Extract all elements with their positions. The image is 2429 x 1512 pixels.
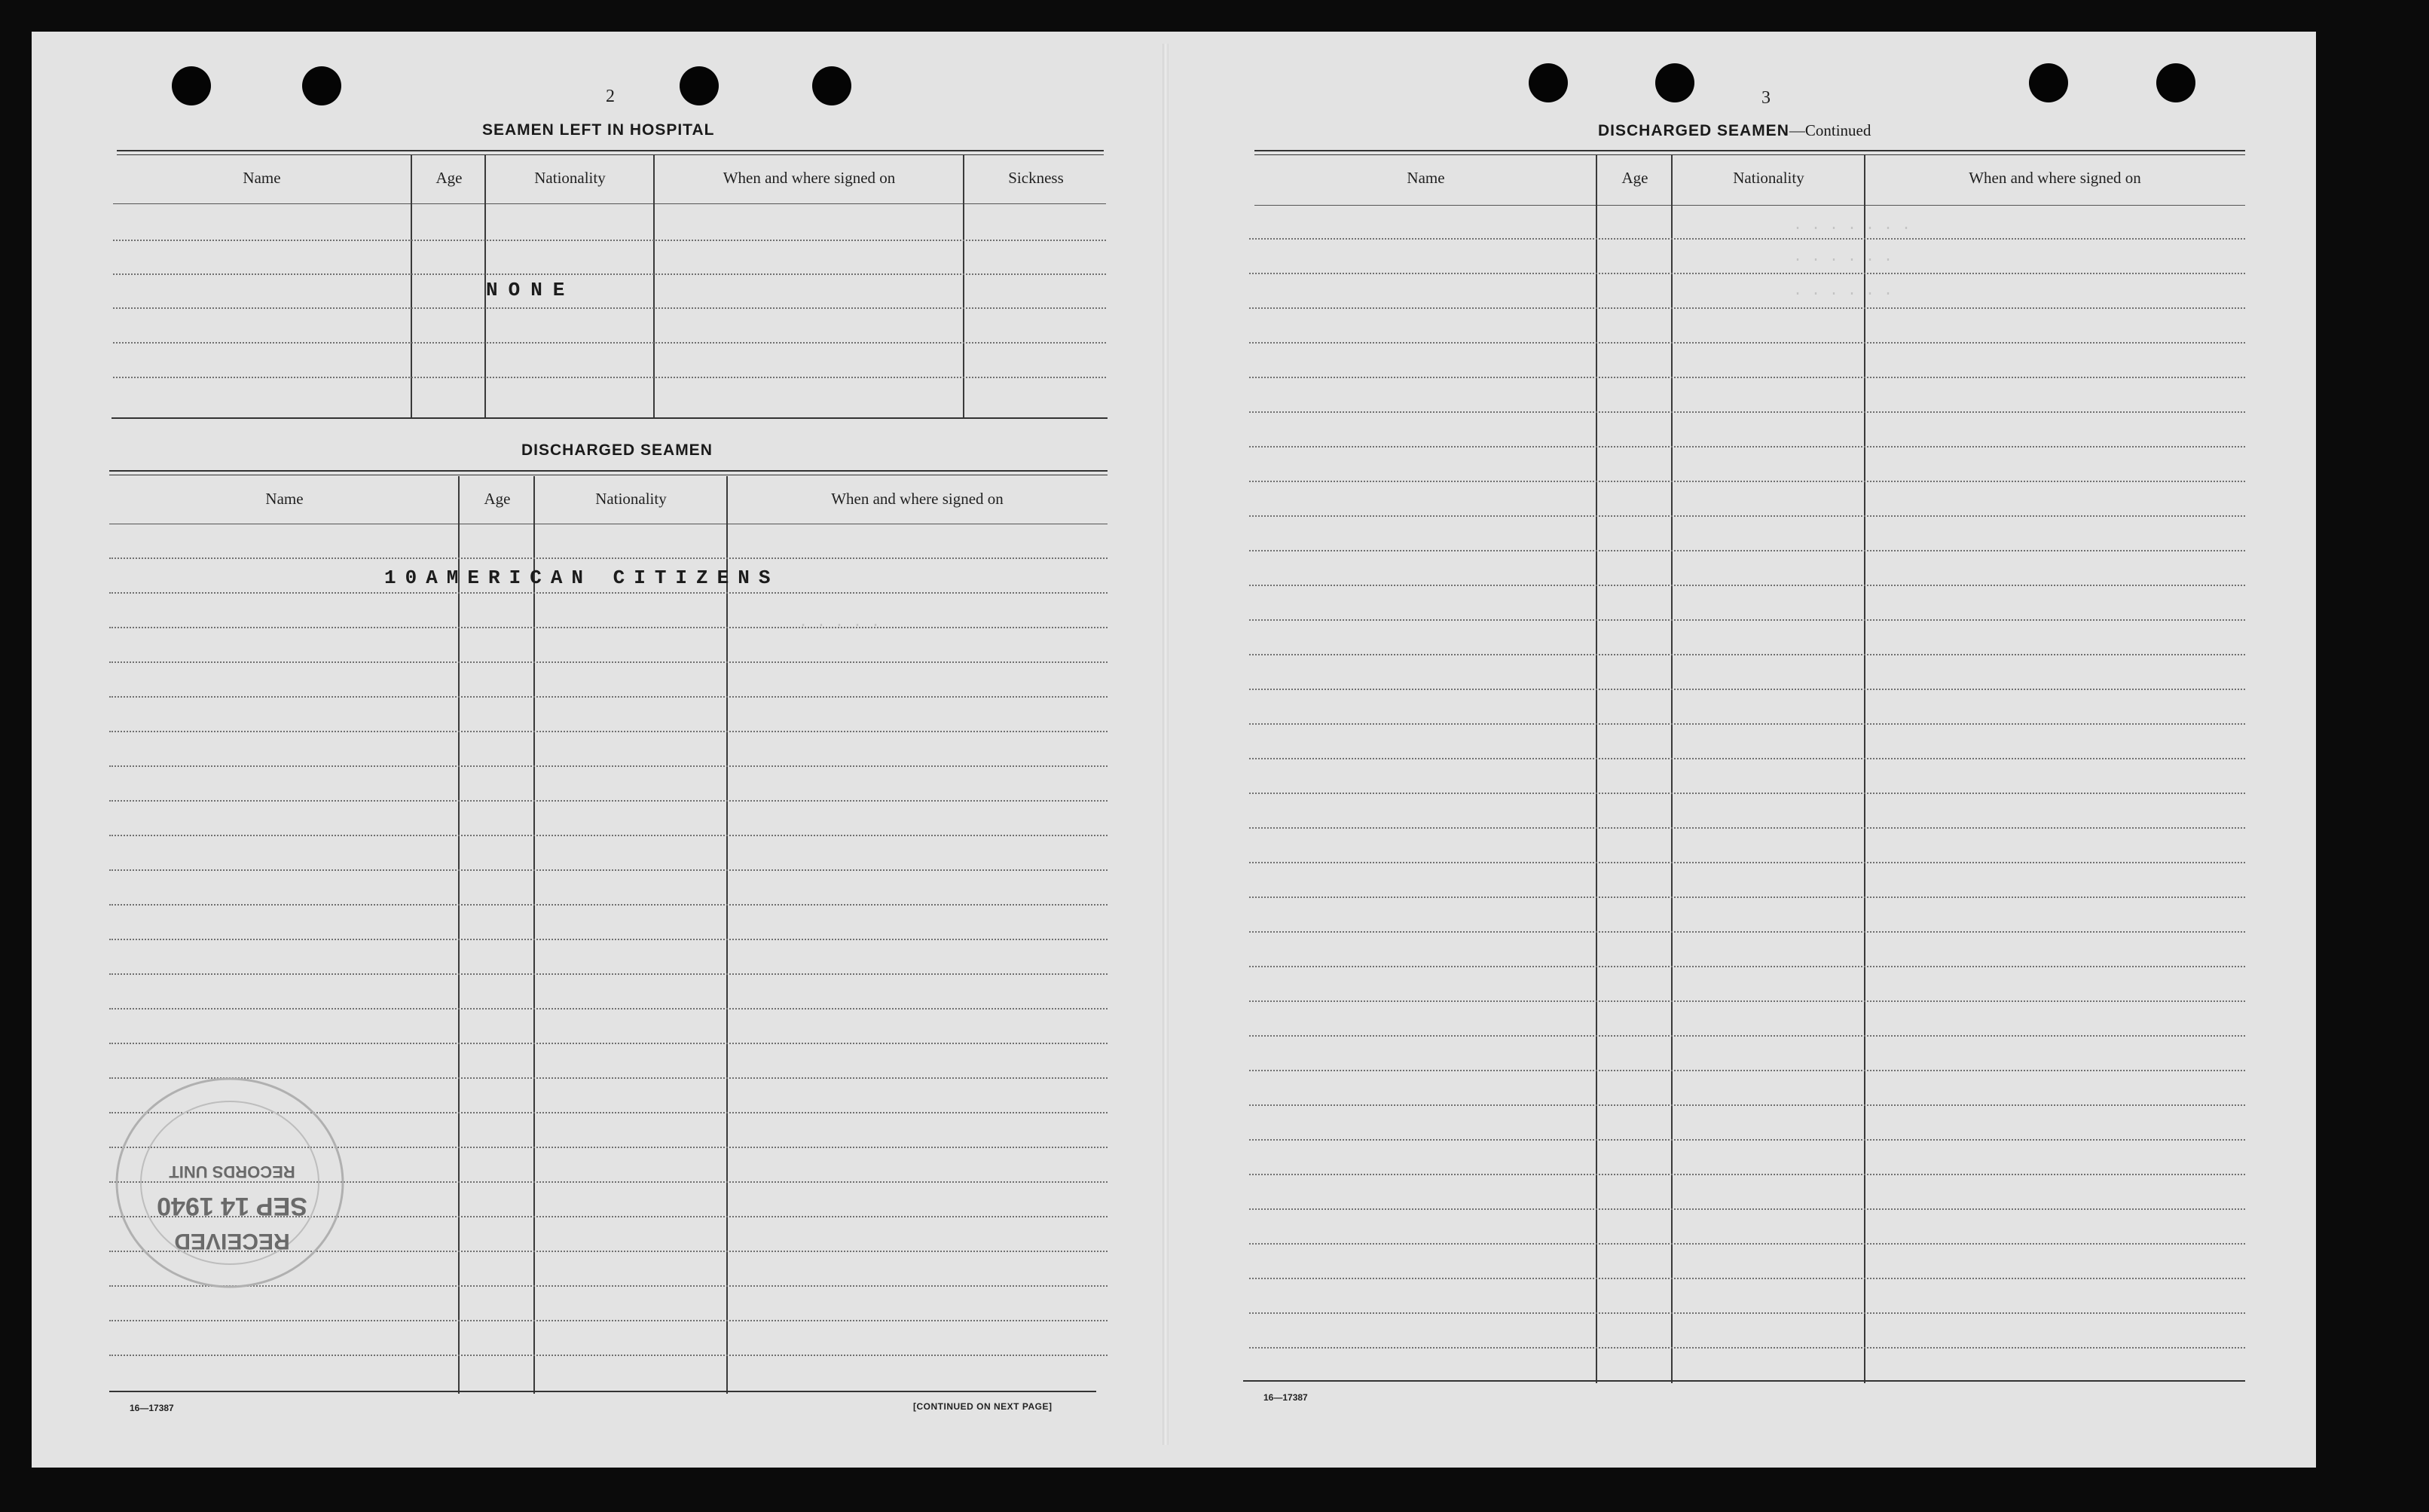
stamp-line-1: RECEIVED [174, 1229, 290, 1254]
column-divider [411, 155, 412, 419]
punch-hole [1529, 63, 1568, 102]
entry-line [1249, 1347, 2245, 1349]
entry-line [1249, 723, 2245, 725]
column-header-nationality: Nationality [1733, 169, 1804, 187]
column-header-name: Name [265, 490, 304, 508]
column-divider [533, 476, 535, 1394]
rule [109, 1391, 1096, 1392]
rule [117, 154, 1104, 155]
header-underline [1254, 205, 2245, 206]
column-divider [726, 476, 728, 1394]
column-header-name: Name [243, 169, 281, 187]
punch-hole [302, 66, 341, 105]
entry-line [109, 939, 1108, 940]
entry-line [1249, 1104, 2245, 1106]
column-divider [1671, 155, 1673, 1383]
entry-line [1249, 931, 2245, 933]
entry-line [113, 377, 1106, 378]
entry-line [109, 1320, 1108, 1321]
entry-line [1249, 238, 2245, 240]
punch-hole [172, 66, 211, 105]
entry-line [1249, 1278, 2245, 1279]
punch-hole [1655, 63, 1694, 102]
entry-line [1249, 273, 2245, 274]
entry-line [1249, 654, 2245, 655]
bleed-through: . . . . . [799, 614, 881, 631]
entry-line [1249, 619, 2245, 621]
column-header-signed-on: When and where signed on [723, 169, 896, 187]
entry-line [113, 273, 1106, 275]
entry-line [1249, 758, 2245, 759]
entry-line [109, 592, 1108, 594]
discharged-continued-title [1598, 121, 1871, 140]
entry-line [1249, 411, 2245, 413]
entry-line [109, 1043, 1108, 1044]
page-number-right: 3 [1761, 88, 1771, 108]
entry-line [1249, 897, 2245, 898]
form-number-right: 16—17387 [1263, 1392, 1308, 1403]
rule [1254, 150, 2245, 151]
entry-line [1249, 585, 2245, 586]
entry-line [1249, 550, 2245, 551]
column-header-age: Age [484, 490, 511, 508]
stamp-line-2: SEP 14 1940 [157, 1192, 307, 1220]
column-header-nationality: Nationality [595, 490, 667, 508]
entry-line [1249, 1139, 2245, 1141]
entry-line [1249, 1035, 2245, 1037]
rule [117, 150, 1104, 151]
entry-line [109, 661, 1108, 663]
entry-line [109, 731, 1108, 732]
continued-suffix: —Continued [1789, 121, 1871, 139]
entry-line [109, 904, 1108, 906]
entry-line [1249, 966, 2245, 967]
continued-note: [CONTINUED ON NEXT PAGE] [913, 1401, 1053, 1412]
discharged-continued-title-text: DISCHARGED SEAMEN [1598, 122, 1789, 139]
entry-line [1249, 446, 2245, 447]
column-header-age: Age [435, 169, 463, 187]
column-header-signed-on: When and where signed on [1969, 169, 2141, 187]
column-header-signed-on: When and where signed on [831, 490, 1004, 508]
entry-line [1249, 377, 2245, 378]
entry-line [1249, 307, 2245, 309]
bleed-through: . . . . . . . [1793, 217, 1911, 234]
entry-line [1249, 1000, 2245, 1002]
column-divider [1596, 155, 1597, 1383]
discharged-typed-entry: 10AMERICAN CITIZENS [384, 567, 780, 589]
page-fold [1163, 44, 1169, 1445]
entry-line [1249, 481, 2245, 482]
entry-line [1249, 515, 2245, 517]
rule [112, 417, 1108, 419]
entry-line [1249, 1243, 2245, 1245]
column-header-nationality: Nationality [534, 169, 606, 187]
header-underline [113, 203, 1106, 204]
rule [109, 470, 1108, 472]
stamp-line-3: RECORDS UNIT [169, 1162, 295, 1181]
entry-line [109, 1355, 1108, 1356]
hospital-section-title: SEAMEN LEFT IN HOSPITAL [482, 121, 715, 139]
entry-line [113, 342, 1106, 344]
entry-line [1249, 1070, 2245, 1071]
discharged-section-title: DISCHARGED SEAMEN [521, 441, 713, 459]
entry-line [1249, 1312, 2245, 1314]
column-divider [1864, 155, 1865, 1383]
entry-line [1249, 1174, 2245, 1175]
form-number-left: 16—17387 [130, 1403, 174, 1413]
entry-line [109, 973, 1108, 975]
rule [1243, 1380, 2245, 1382]
column-divider [963, 155, 964, 419]
page-number-left: 2 [606, 87, 615, 106]
entry-line [1249, 342, 2245, 344]
column-header-name: Name [1407, 169, 1445, 187]
entry-line [109, 869, 1108, 871]
entry-line [109, 1008, 1108, 1010]
punch-hole [2156, 63, 2195, 102]
entry-line [109, 557, 1108, 559]
entry-line [109, 627, 1108, 628]
rule [1254, 154, 2245, 155]
column-divider [653, 155, 655, 419]
entry-line [1249, 862, 2245, 863]
entry-line [113, 240, 1106, 241]
punch-hole [2029, 63, 2068, 102]
entry-line [109, 765, 1108, 767]
column-header-sickness: Sickness [1008, 169, 1064, 187]
entry-line [109, 800, 1108, 802]
stamp-text [127, 1107, 338, 1258]
punch-hole [812, 66, 851, 105]
bleed-through: . . . . . . [1793, 283, 1893, 300]
punch-hole [680, 66, 719, 105]
bleed-through: . . . . . . [1793, 249, 1893, 266]
entry-line [1249, 827, 2245, 829]
entry-line [113, 307, 1106, 309]
entry-line [1249, 1208, 2245, 1210]
entry-line [109, 696, 1108, 698]
entry-line [1249, 793, 2245, 794]
column-header-age: Age [1621, 169, 1648, 187]
document-sheet [32, 32, 2316, 1468]
column-divider [458, 476, 460, 1394]
entry-line [1249, 689, 2245, 690]
entry-line [109, 835, 1108, 836]
hospital-typed-entry: NONE [486, 279, 576, 301]
